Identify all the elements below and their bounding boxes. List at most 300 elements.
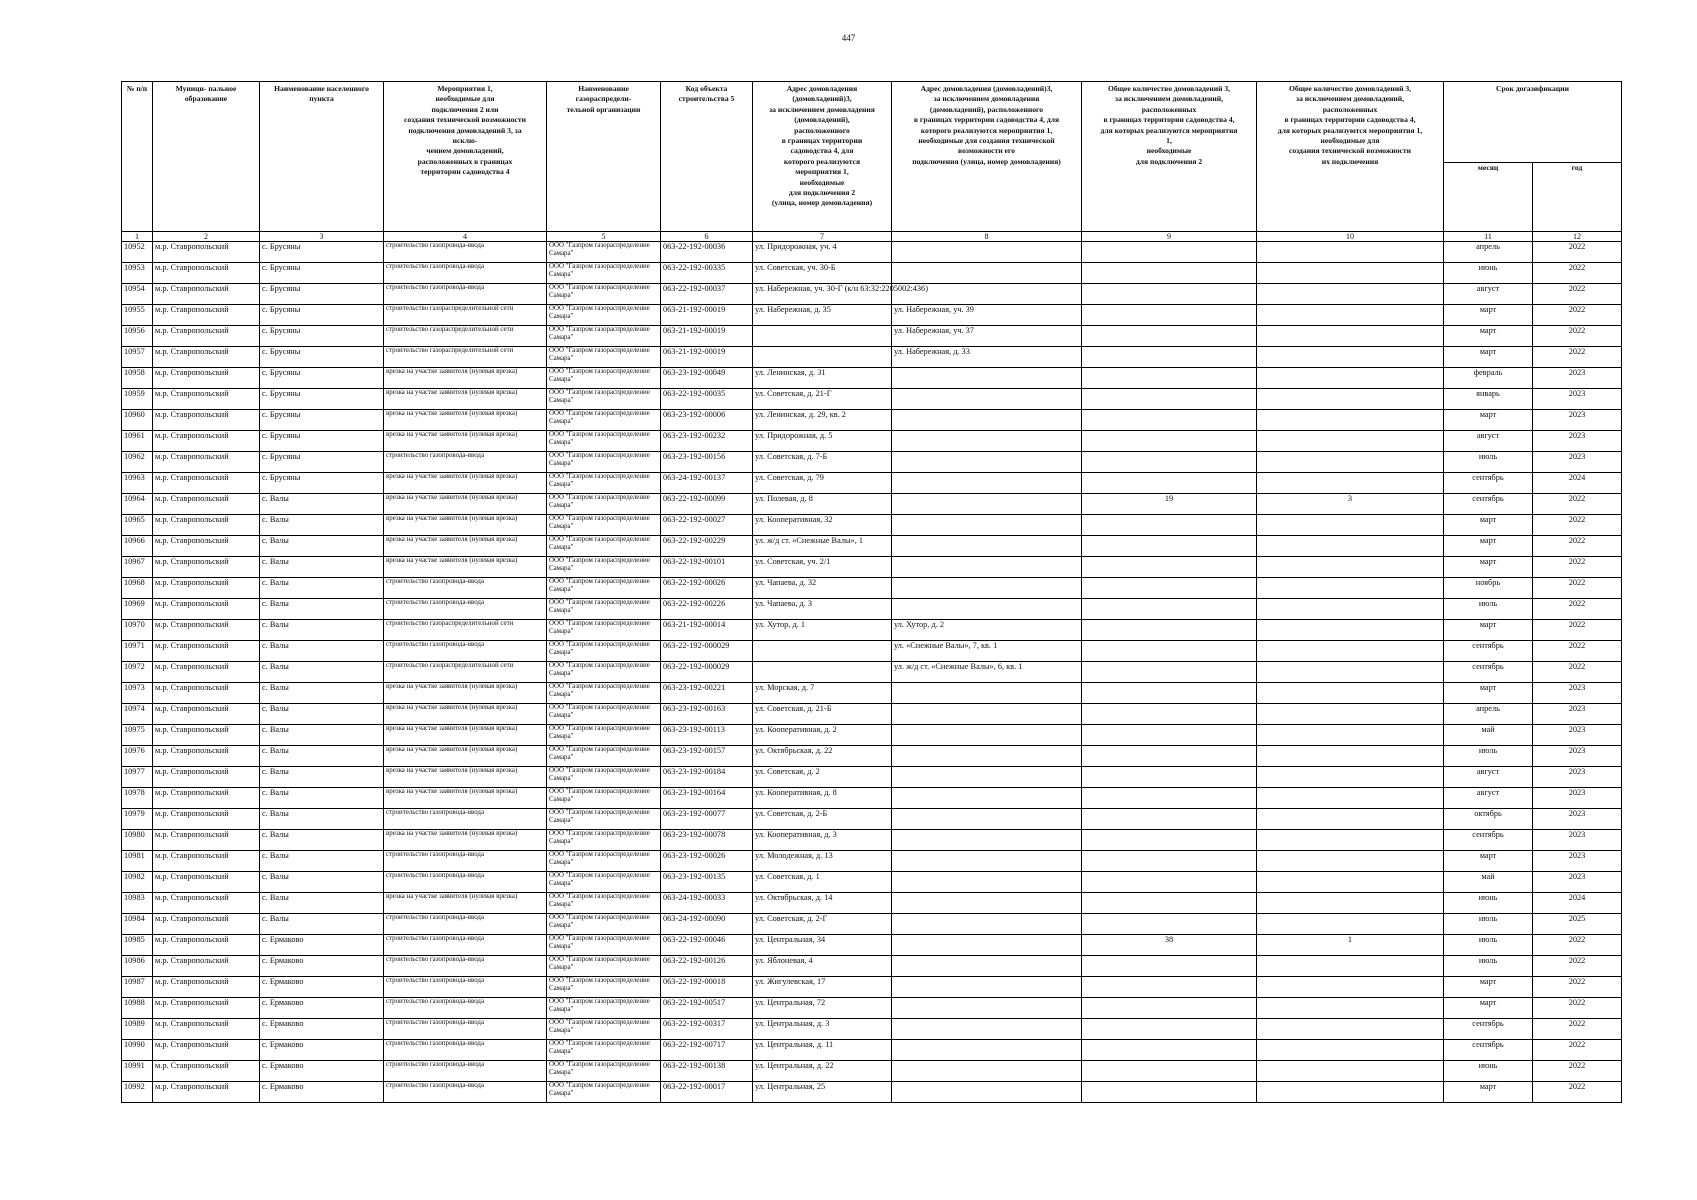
header-line: за исключением домовладений, xyxy=(1296,94,1404,104)
table-row xyxy=(122,788,1622,809)
cell-count-tech xyxy=(1257,977,1444,998)
table-row xyxy=(122,1040,1622,1061)
cell-address-connect: ул. Центральная, 25 xyxy=(753,1082,892,1103)
cell-address-tech xyxy=(892,389,1082,410)
header-line: за исключением домовладения xyxy=(933,94,1040,104)
cell-object-code: 063-24-192-00137 xyxy=(661,473,753,494)
cell-address-tech xyxy=(892,830,1082,851)
cell-gas-org: ООО "Газпром газораспределение Самара" xyxy=(547,368,661,389)
table-row xyxy=(122,473,1622,494)
cell-address-tech xyxy=(892,935,1082,956)
table-row xyxy=(122,977,1622,998)
cell-count-connect xyxy=(1082,956,1257,977)
table-row xyxy=(122,494,1622,515)
header-line: их подключения xyxy=(1321,156,1379,166)
header-count-tech xyxy=(1257,82,1444,232)
cell-year: 2023 xyxy=(1533,683,1622,704)
cell-count-tech xyxy=(1257,620,1444,641)
cell-month: март xyxy=(1444,515,1533,536)
cell-address-tech xyxy=(892,704,1082,725)
cell-year: 2022 xyxy=(1533,347,1622,368)
cell-row-number: 10957 xyxy=(122,347,153,368)
header-address-connect xyxy=(753,82,892,232)
cell-settlement: с. Валы xyxy=(260,809,384,830)
cell-month: ноябрь xyxy=(1444,578,1533,599)
cell-settlement: с. Брусяны xyxy=(260,389,384,410)
header-line: расположенного xyxy=(794,125,850,135)
cell-object-code: 063-22-192-000029 xyxy=(661,641,753,662)
cell-settlement: с. Валы xyxy=(260,620,384,641)
cell-row-number: 10961 xyxy=(122,431,153,452)
cell-address-tech xyxy=(892,872,1082,893)
cell-row-number: 10977 xyxy=(122,767,153,788)
header-line: для которых реализуются мероприятия 1, xyxy=(1277,125,1423,135)
cell-row-number: 10989 xyxy=(122,1019,153,1040)
cell-settlement: с. Валы xyxy=(260,725,384,746)
cell-month: сентябрь xyxy=(1444,662,1533,683)
cell-count-connect xyxy=(1082,872,1257,893)
cell-gas-org: ООО "Газпром газораспределение Самара" xyxy=(547,809,661,830)
cell-municipality: м.р. Ставропольский xyxy=(153,536,260,557)
cell-gas-org: ООО "Газпром газораспределение Самара" xyxy=(547,263,661,284)
cell-year: 2022 xyxy=(1533,305,1622,326)
cell-address-tech xyxy=(892,263,1082,284)
cell-activity: строительство газопровода-ввода xyxy=(384,263,547,284)
cell-month: март xyxy=(1444,557,1533,578)
cell-count-connect xyxy=(1082,578,1257,599)
cell-address-connect: ул. Советская, д. 2-Б xyxy=(753,809,892,830)
cell-month: апрель xyxy=(1444,242,1533,263)
header-line: Общее количество домовладений 3, xyxy=(1107,84,1231,93)
header-settlement: Наименование населенного пункта xyxy=(260,82,384,232)
registry-table xyxy=(121,81,1622,1103)
cell-count-tech xyxy=(1257,536,1444,557)
cell-municipality: м.р. Ставропольский xyxy=(153,914,260,935)
cell-gas-org: ООО "Газпром газораспределение Самара" xyxy=(547,977,661,998)
header-line: создания технической возможности xyxy=(403,115,527,125)
cell-municipality: м.р. Ставропольский xyxy=(153,557,260,578)
table-row xyxy=(122,956,1622,977)
cell-address-tech xyxy=(892,599,1082,620)
cell-object-code: 063-21-192-00019 xyxy=(661,305,753,326)
header-activities xyxy=(384,82,547,232)
cell-count-tech xyxy=(1257,746,1444,767)
cell-gas-org: ООО "Газпром газораспределение Самара" xyxy=(547,557,661,578)
cell-municipality: м.р. Ставропольский xyxy=(153,893,260,914)
cell-month: март xyxy=(1444,326,1533,347)
header-line: создания технической возможности xyxy=(1288,146,1412,156)
cell-object-code: 063-22-192-00717 xyxy=(661,1040,753,1061)
cell-count-connect xyxy=(1082,599,1257,620)
cell-year: 2022 xyxy=(1533,263,1622,284)
cell-settlement: с. Валы xyxy=(260,578,384,599)
cell-count-connect xyxy=(1082,977,1257,998)
cell-row-number: 10964 xyxy=(122,494,153,515)
cell-year: 2022 xyxy=(1533,326,1622,347)
cell-address-tech xyxy=(892,977,1082,998)
cell-month: март xyxy=(1444,410,1533,431)
header-line: Адрес домовладения (домовладений)3, xyxy=(920,84,1053,93)
cell-year: 2022 xyxy=(1533,620,1622,641)
cell-activity: строительство газораспределительной сети xyxy=(384,305,547,326)
cell-gas-org: ООО "Газпром газораспределение Самара" xyxy=(547,494,661,515)
cell-month: март xyxy=(1444,683,1533,704)
header-line: для подключения 2 xyxy=(1135,156,1203,166)
cell-count-connect xyxy=(1082,746,1257,767)
cell-activity: строительство газопровода-ввода xyxy=(384,452,547,473)
cell-month: сентябрь xyxy=(1444,494,1533,515)
header-line: возможности его xyxy=(958,146,1015,156)
cell-year: 2023 xyxy=(1533,788,1622,809)
cell-count-connect xyxy=(1082,368,1257,389)
cell-row-number: 10954 xyxy=(122,284,153,305)
cell-count-tech xyxy=(1257,410,1444,431)
cell-count-connect xyxy=(1082,305,1257,326)
cell-municipality: м.р. Ставропольский xyxy=(153,1061,260,1082)
cell-row-number: 10976 xyxy=(122,746,153,767)
header-line: исклю- xyxy=(452,136,478,146)
cell-address-tech xyxy=(892,578,1082,599)
cell-month: апрель xyxy=(1444,704,1533,725)
cell-address-tech xyxy=(892,1082,1082,1103)
cell-address-connect: ул. Советская, д. 2 xyxy=(753,767,892,788)
cell-address-connect xyxy=(753,662,892,683)
cell-municipality: м.р. Ставропольский xyxy=(153,368,260,389)
cell-count-connect xyxy=(1082,1040,1257,1061)
cell-count-tech xyxy=(1257,998,1444,1019)
cell-settlement: с. Ермаково xyxy=(260,1019,384,1040)
cell-settlement: с. Брусяны xyxy=(260,431,384,452)
cell-activity: врезка на участке заявителя (нулевая врезка) xyxy=(384,767,547,788)
cell-count-tech xyxy=(1257,389,1444,410)
cell-settlement: с. Валы xyxy=(260,662,384,683)
cell-address-connect xyxy=(753,641,892,662)
cell-activity: врезка на участке заявителя (нулевая врезка) xyxy=(384,683,547,704)
cell-count-connect xyxy=(1082,851,1257,872)
cell-address-tech xyxy=(892,809,1082,830)
cell-object-code: 063-22-192-00037 xyxy=(661,284,753,305)
cell-year: 2023 xyxy=(1533,851,1622,872)
cell-count-connect xyxy=(1082,284,1257,305)
cell-month: май xyxy=(1444,872,1533,893)
cell-object-code: 063-21-192-00019 xyxy=(661,326,753,347)
cell-settlement: с. Валы xyxy=(260,683,384,704)
cell-object-code: 063-22-192-00018 xyxy=(661,977,753,998)
cell-address-tech xyxy=(892,410,1082,431)
cell-settlement: с. Брусяны xyxy=(260,410,384,431)
table-row xyxy=(122,893,1622,914)
header-line: расположенных xyxy=(1141,104,1197,114)
cell-object-code: 063-22-192-00099 xyxy=(661,494,753,515)
cell-object-code: 063-24-192-00033 xyxy=(661,893,753,914)
cell-settlement: с. Брусяны xyxy=(260,326,384,347)
cell-month: сентябрь xyxy=(1444,473,1533,494)
cell-address-connect: ул. Чапаева, д. 32 xyxy=(753,578,892,599)
cell-address-connect: ул. Центральная, д. 22 xyxy=(753,1061,892,1082)
cell-gas-org: ООО "Газпром газораспределение Самара" xyxy=(547,872,661,893)
header-municipality: Муници- пальное образование xyxy=(153,82,260,232)
column-number-row xyxy=(122,232,1622,242)
cell-year: 2023 xyxy=(1533,389,1622,410)
cell-address-connect: ул. Набережная, д. 35 xyxy=(753,305,892,326)
cell-year: 2022 xyxy=(1533,1061,1622,1082)
cell-count-tech xyxy=(1257,557,1444,578)
cell-count-connect xyxy=(1082,998,1257,1019)
cell-row-number: 10985 xyxy=(122,935,153,956)
cell-count-connect xyxy=(1082,1019,1257,1040)
cell-row-number: 10986 xyxy=(122,956,153,977)
cell-address-connect xyxy=(753,326,892,347)
cell-activity: врезка на участке заявителя (нулевая врезка) xyxy=(384,473,547,494)
cell-activity: строительство газопровода-ввода xyxy=(384,935,547,956)
cell-municipality: м.р. Ставропольский xyxy=(153,284,260,305)
cell-count-tech xyxy=(1257,452,1444,473)
cell-row-number: 10963 xyxy=(122,473,153,494)
cell-gas-org: ООО "Газпром газораспределение Самара" xyxy=(547,935,661,956)
column-number: 10 xyxy=(1257,232,1444,242)
cell-settlement: с. Валы xyxy=(260,851,384,872)
cell-address-tech xyxy=(892,557,1082,578)
cell-address-tech xyxy=(892,914,1082,935)
cell-gas-org: ООО "Газпром газораспределение Самара" xyxy=(547,620,661,641)
table-row xyxy=(122,998,1622,1019)
cell-count-tech xyxy=(1257,725,1444,746)
cell-activity: строительство газопровода-ввода xyxy=(384,977,547,998)
header-line: Адрес домовладения xyxy=(786,84,858,93)
cell-gas-org: ООО "Газпром газораспределение Самара" xyxy=(547,641,661,662)
cell-object-code: 063-22-192-00138 xyxy=(661,1061,753,1082)
cell-row-number: 10956 xyxy=(122,326,153,347)
cell-month: август xyxy=(1444,284,1533,305)
cell-settlement: с. Валы xyxy=(260,641,384,662)
header-line: расположенных в границах xyxy=(417,156,513,166)
cell-address-tech xyxy=(892,1040,1082,1061)
table-row xyxy=(122,347,1622,368)
cell-count-connect xyxy=(1082,788,1257,809)
cell-address-connect: ул. Яблоневая, 4 xyxy=(753,956,892,977)
cell-gas-org: ООО "Газпром газораспределение Самара" xyxy=(547,473,661,494)
cell-gas-org: ООО "Газпром газораспределение Самара" xyxy=(547,851,661,872)
cell-address-tech xyxy=(892,893,1082,914)
cell-address-tech xyxy=(892,473,1082,494)
table-row xyxy=(122,410,1622,431)
cell-address-connect xyxy=(753,347,892,368)
cell-count-tech xyxy=(1257,599,1444,620)
cell-count-connect xyxy=(1082,536,1257,557)
cell-count-connect xyxy=(1082,410,1257,431)
cell-address-connect: ул. Набережная, уч. 30-Г (к/н 63:32:2205002:436) xyxy=(753,284,892,305)
cell-count-tech xyxy=(1257,347,1444,368)
cell-count-tech xyxy=(1257,704,1444,725)
cell-object-code: 063-22-192-00335 xyxy=(661,263,753,284)
header-line: 1, xyxy=(1166,136,1172,146)
cell-object-code: 063-23-192-00077 xyxy=(661,809,753,830)
cell-address-tech xyxy=(892,494,1082,515)
table-row xyxy=(122,578,1622,599)
cell-municipality: м.р. Ставропольский xyxy=(153,977,260,998)
cell-count-tech xyxy=(1257,284,1444,305)
header-line: подключения (улица, номер домовладения) xyxy=(912,156,1061,166)
cell-row-number: 10960 xyxy=(122,410,153,431)
cell-count-connect xyxy=(1082,830,1257,851)
cell-object-code: 063-22-192-00517 xyxy=(661,998,753,1019)
cell-year: 2022 xyxy=(1533,998,1622,1019)
cell-year: 2022 xyxy=(1533,641,1622,662)
cell-gas-org: ООО "Газпром газораспределение Самара" xyxy=(547,704,661,725)
cell-activity: врезка на участке заявителя (нулевая врезка) xyxy=(384,788,547,809)
cell-year: 2023 xyxy=(1533,725,1622,746)
cell-row-number: 10968 xyxy=(122,578,153,599)
cell-activity: врезка на участке заявителя (нулевая врезка) xyxy=(384,557,547,578)
cell-count-connect xyxy=(1082,242,1257,263)
cell-count-tech xyxy=(1257,851,1444,872)
cell-object-code: 063-23-192-00163 xyxy=(661,704,753,725)
cell-count-tech xyxy=(1257,830,1444,851)
header-line: в границах территории xyxy=(781,136,863,146)
cell-count-tech xyxy=(1257,1061,1444,1082)
cell-row-number: 10990 xyxy=(122,1040,153,1061)
cell-row-number: 10966 xyxy=(122,536,153,557)
cell-object-code: 063-22-192-00226 xyxy=(661,599,753,620)
cell-year: 2022 xyxy=(1533,494,1622,515)
cell-address-connect: ул. Октябрьская, д. 22 xyxy=(753,746,892,767)
cell-settlement: с. Брусяны xyxy=(260,473,384,494)
cell-activity: строительство газопровода-ввода xyxy=(384,1019,547,1040)
cell-month: январь xyxy=(1444,389,1533,410)
cell-address-connect: ул. Ленинская, д. 29, кв. 2 xyxy=(753,410,892,431)
cell-year: 2025 xyxy=(1533,914,1622,935)
cell-gas-org: ООО "Газпром газораспределение Самара" xyxy=(547,746,661,767)
column-number: 11 xyxy=(1444,232,1533,242)
cell-address-connect: ул. Морская, д. 7 xyxy=(753,683,892,704)
cell-address-connect: ул. Молодежная, д. 13 xyxy=(753,851,892,872)
cell-month: февраль xyxy=(1444,368,1533,389)
cell-gas-org: ООО "Газпром газораспределение Самара" xyxy=(547,410,661,431)
header-line: подключения домовладений 3, за xyxy=(408,125,522,135)
cell-gas-org: ООО "Газпром газораспределение Самара" xyxy=(547,515,661,536)
cell-count-tech xyxy=(1257,368,1444,389)
cell-year: 2023 xyxy=(1533,410,1622,431)
cell-activity: строительство газопровода-ввода xyxy=(384,641,547,662)
cell-object-code: 063-22-192-00229 xyxy=(661,536,753,557)
cell-month: июль xyxy=(1444,914,1533,935)
cell-count-connect xyxy=(1082,263,1257,284)
cell-activity: строительство газопровода-ввода xyxy=(384,872,547,893)
header-line: которого реализуются мероприятия 1, xyxy=(920,125,1053,135)
header-num: № п/п xyxy=(122,82,153,232)
cell-municipality: м.р. Ставропольский xyxy=(153,620,260,641)
cell-count-connect xyxy=(1082,893,1257,914)
cell-address-connect: ул. Полевая, д. 8 xyxy=(753,494,892,515)
header-line: расположенных xyxy=(1322,104,1378,114)
cell-gas-org: ООО "Газпром газораспределение Самара" xyxy=(547,347,661,368)
table-row xyxy=(122,662,1622,683)
cell-month: август xyxy=(1444,431,1533,452)
cell-municipality: м.р. Ставропольский xyxy=(153,872,260,893)
cell-municipality: м.р. Ставропольский xyxy=(153,662,260,683)
cell-municipality: м.р. Ставропольский xyxy=(153,725,260,746)
header-line: садоводства 4, для xyxy=(790,146,854,156)
cell-count-connect xyxy=(1082,557,1257,578)
cell-settlement: с. Валы xyxy=(260,830,384,851)
table-row xyxy=(122,368,1622,389)
cell-municipality: м.р. Ставропольский xyxy=(153,746,260,767)
cell-settlement: с. Валы xyxy=(260,914,384,935)
table-row xyxy=(122,872,1622,893)
cell-year: 2022 xyxy=(1533,977,1622,998)
cell-address-tech xyxy=(892,431,1082,452)
cell-activity: строительство газораспределительной сети xyxy=(384,662,547,683)
cell-municipality: м.р. Ставропольский xyxy=(153,326,260,347)
cell-object-code: 063-23-192-00164 xyxy=(661,788,753,809)
cell-municipality: м.р. Ставропольский xyxy=(153,1040,260,1061)
cell-gas-org: ООО "Газпром газораспределение Самара" xyxy=(547,284,661,305)
cell-municipality: м.р. Ставропольский xyxy=(153,389,260,410)
cell-address-tech: ул. Хутор, д. 2 xyxy=(892,620,1082,641)
cell-activity: строительство газопровода-ввода xyxy=(384,1040,547,1061)
cell-count-connect xyxy=(1082,662,1257,683)
cell-month: март xyxy=(1444,1082,1533,1103)
cell-gas-org: ООО "Газпром газораспределение Самара" xyxy=(547,830,661,851)
cell-row-number: 10987 xyxy=(122,977,153,998)
cell-gas-org: ООО "Газпром газораспределение Самара" xyxy=(547,893,661,914)
cell-activity: врезка на участке заявителя (нулевая врезка) xyxy=(384,410,547,431)
header-line: необходимые для xyxy=(435,94,495,104)
header-line: для которых реализуются мероприятия xyxy=(1100,125,1238,135)
cell-gas-org: ООО "Газпром газораспределение Самара" xyxy=(547,914,661,935)
cell-address-tech xyxy=(892,788,1082,809)
cell-year: 2022 xyxy=(1533,935,1622,956)
cell-settlement: с. Ермаково xyxy=(260,977,384,998)
cell-object-code: 063-23-192-00156 xyxy=(661,452,753,473)
cell-year: 2023 xyxy=(1533,767,1622,788)
cell-year: 2023 xyxy=(1533,872,1622,893)
cell-count-tech xyxy=(1257,809,1444,830)
column-number: 2 xyxy=(153,232,260,242)
header-deadline: Срок догазификации xyxy=(1444,82,1622,163)
cell-year: 2022 xyxy=(1533,1019,1622,1040)
cell-month: июль xyxy=(1444,935,1533,956)
cell-settlement: с. Валы xyxy=(260,704,384,725)
header-object-code: Код объекта строительства 5 xyxy=(661,82,753,232)
cell-address-tech: ул. Набережная, д. 33 xyxy=(892,347,1082,368)
cell-municipality: м.р. Ставропольский xyxy=(153,473,260,494)
cell-month: сентябрь xyxy=(1444,641,1533,662)
cell-activity: строительство газопровода-ввода xyxy=(384,809,547,830)
cell-month: июнь xyxy=(1444,893,1533,914)
cell-municipality: м.р. Ставропольский xyxy=(153,704,260,725)
cell-count-tech xyxy=(1257,956,1444,977)
cell-municipality: м.р. Ставропольский xyxy=(153,1082,260,1103)
cell-settlement: с. Ермаково xyxy=(260,935,384,956)
cell-object-code: 063-22-192-00036 xyxy=(661,242,753,263)
cell-object-code: 063-22-192-00046 xyxy=(661,935,753,956)
header-line: Общее количество домовладений 3, xyxy=(1288,84,1412,93)
cell-address-tech xyxy=(892,998,1082,1019)
cell-settlement: с. Ермаково xyxy=(260,1082,384,1103)
cell-municipality: м.р. Ставропольский xyxy=(153,641,260,662)
cell-gas-org: ООО "Газпром газораспределение Самара" xyxy=(547,998,661,1019)
table-row xyxy=(122,284,1622,305)
cell-count-connect xyxy=(1082,1061,1257,1082)
cell-month: август xyxy=(1444,767,1533,788)
header-line: мероприятия 1, xyxy=(795,167,849,177)
header-line: тельной организации xyxy=(566,104,641,114)
cell-address-connect: ул. Советская, уч. 30-Б xyxy=(753,263,892,284)
cell-year: 2023 xyxy=(1533,809,1622,830)
cell-settlement: с. Валы xyxy=(260,515,384,536)
header-address-tech xyxy=(892,82,1082,232)
